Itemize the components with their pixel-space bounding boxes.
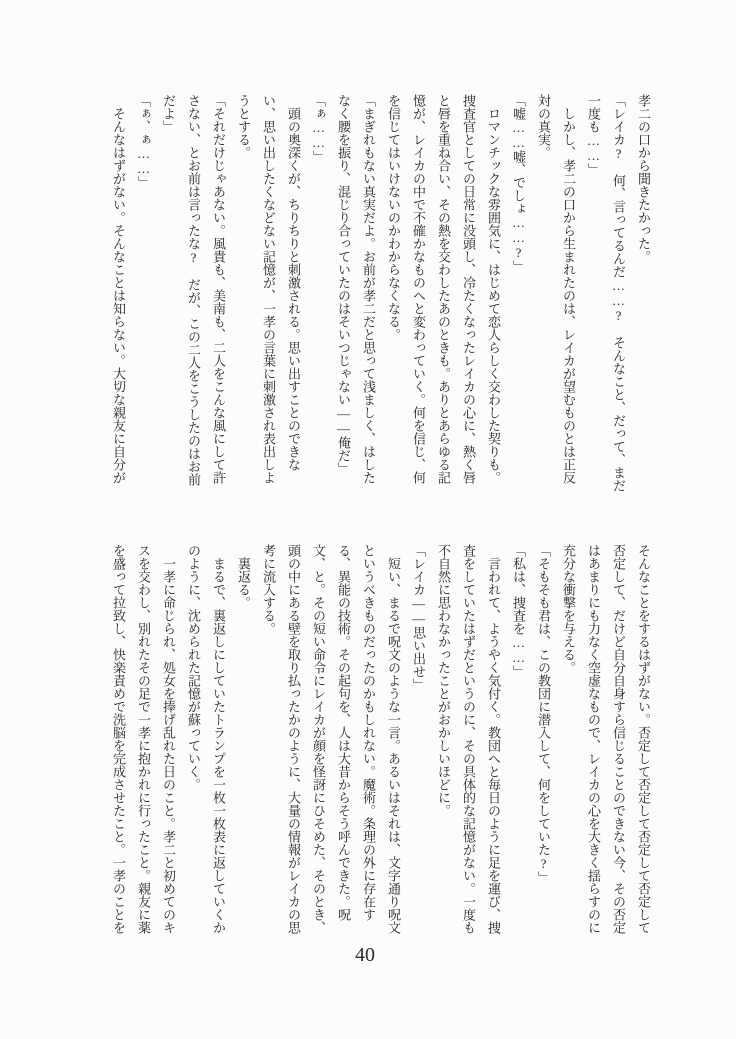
text-block-top bbox=[106, 94, 656, 492]
text-line: だよ」 bbox=[161, 94, 176, 133]
text-line: を信じてはいけないのかわからなくなる。 bbox=[386, 94, 401, 341]
text-line: 対の真実。 bbox=[536, 94, 551, 159]
text-line: なく腰を振り、混じり合っていたのはそいつじゃない――俺だ」 bbox=[336, 94, 351, 475]
text-line: そんなはずがない。そんなことは知らない。大切な親友に自分が bbox=[111, 94, 126, 484]
text-line: 「まぎれもない真実だよ。お前が孝二だと思って浅ましく、はした bbox=[361, 94, 376, 484]
text-line: 「それだけじゃあない。風貴も、美南も、二人をこんな風にして許 bbox=[211, 94, 226, 484]
text-line: そんなことをするはずがない。否定して否定して否定して否定して bbox=[636, 544, 651, 934]
text-line: 充分な衝撃を与える。 bbox=[561, 544, 576, 674]
text-line: 否定して、だけど自分自身すら信じることのできない今、その否定 bbox=[611, 544, 626, 934]
page-number: 40 bbox=[355, 944, 375, 966]
text-line: 頭の奥深くが、ちりちりと刺激される。思い出すことのできな bbox=[286, 94, 301, 471]
text-line: まるで、裏返しにしていたトランプを一枚一枚表に返していくか bbox=[211, 544, 226, 934]
text-line: 裏返る。 bbox=[236, 544, 251, 609]
text-line: ロマンチックな雰囲気に、はじめて恋人らしく交わした契りも。 bbox=[486, 94, 501, 484]
text-line: 「レイカ? 何、言ってるんだ……? そんなこと、だって、まだ bbox=[611, 94, 626, 492]
text-line: というべきものだったのかもしれない。魔術。条理の外に存在す bbox=[361, 544, 376, 921]
text-line: はあまりにも力なく空虚なもので、レイカの心を大きく揺らすのに bbox=[586, 544, 601, 934]
text-line: 査をしていたはずだというのに、その具体的な記憶がない。一度も bbox=[461, 544, 476, 934]
text-line: 捜査官としての日常に没頭し、冷たくなったレイカの心に、熱く唇 bbox=[461, 94, 476, 484]
text-line: 文、と。その短い命令にレイカが顔を怪訝にひそめた、そのとき、 bbox=[311, 544, 326, 934]
text-line: 一度も……」 bbox=[586, 94, 601, 176]
text-block-bottom bbox=[106, 544, 656, 936]
text-line: 孝二の口から聞きたかった。 bbox=[636, 94, 651, 263]
text-line: 「嘘……嘘、でしょ……?」 bbox=[511, 94, 526, 273]
text-line: 一孝に命じられ、処女を捧げ乱れた日のこと。孝二と初めてのキ bbox=[161, 544, 176, 934]
text-line: 「ぁ……」 bbox=[311, 94, 326, 163]
text-line: しかし、孝二の口から生まれたのは、レイカが望むものとは正反 bbox=[561, 94, 576, 484]
text-line: 「レイカ――思い出せ」 bbox=[411, 544, 426, 691]
text-line: 短い、まるで呪文のような一言。あるいはそれは、文字通り呪文 bbox=[386, 544, 401, 934]
text-line: 「私は、捜査を……」 bbox=[511, 544, 526, 678]
text-line: 考に流入する。 bbox=[261, 544, 276, 635]
text-line: スを交わし、別れたその足で一孝に抱かれに行ったこと。親友に薬 bbox=[136, 544, 151, 934]
text-line: 頭の中にある壁を取り払ったかのように、大量の情報がレイカの思 bbox=[286, 544, 301, 934]
text-line: 言われて、ようやく気付く。教団へと毎日のように足を運び、捜 bbox=[486, 544, 501, 934]
text-line: い、思い出したくなどない記憶が、一孝の言葉に刺激され表出しよ bbox=[261, 94, 276, 484]
text-line: 不自然に思わなかったことがおかしいほどに。 bbox=[436, 544, 451, 817]
text-line: うとする。 bbox=[236, 94, 251, 159]
text-line: と唇を重ね合い、その熱を交わしたあのときも。ありとあらゆる記 bbox=[436, 94, 451, 484]
text-line: 「ぁ、ぁ……」 bbox=[136, 94, 151, 189]
text-line: を盛って拉致し、快楽責めで洗脳を完成させたこと。一孝のことを bbox=[111, 544, 126, 934]
text-line: のように、沈められた記憶が蘇っていく。 bbox=[186, 544, 201, 791]
text-line: る、異能の技術。その起句を、人は大昔からそう呼んできた。呪 bbox=[336, 544, 351, 921]
text-line: さない、とお前は言ったな? だが、この二人をこうしたのはお前 bbox=[186, 94, 201, 486]
text-line: 「そもそも君は、この教団に潜入して、何をしていた?」 bbox=[536, 544, 551, 884]
text-line: 憶が、レイカの中で不確かなものへと変わっていく。何を信じ、何 bbox=[411, 94, 426, 484]
